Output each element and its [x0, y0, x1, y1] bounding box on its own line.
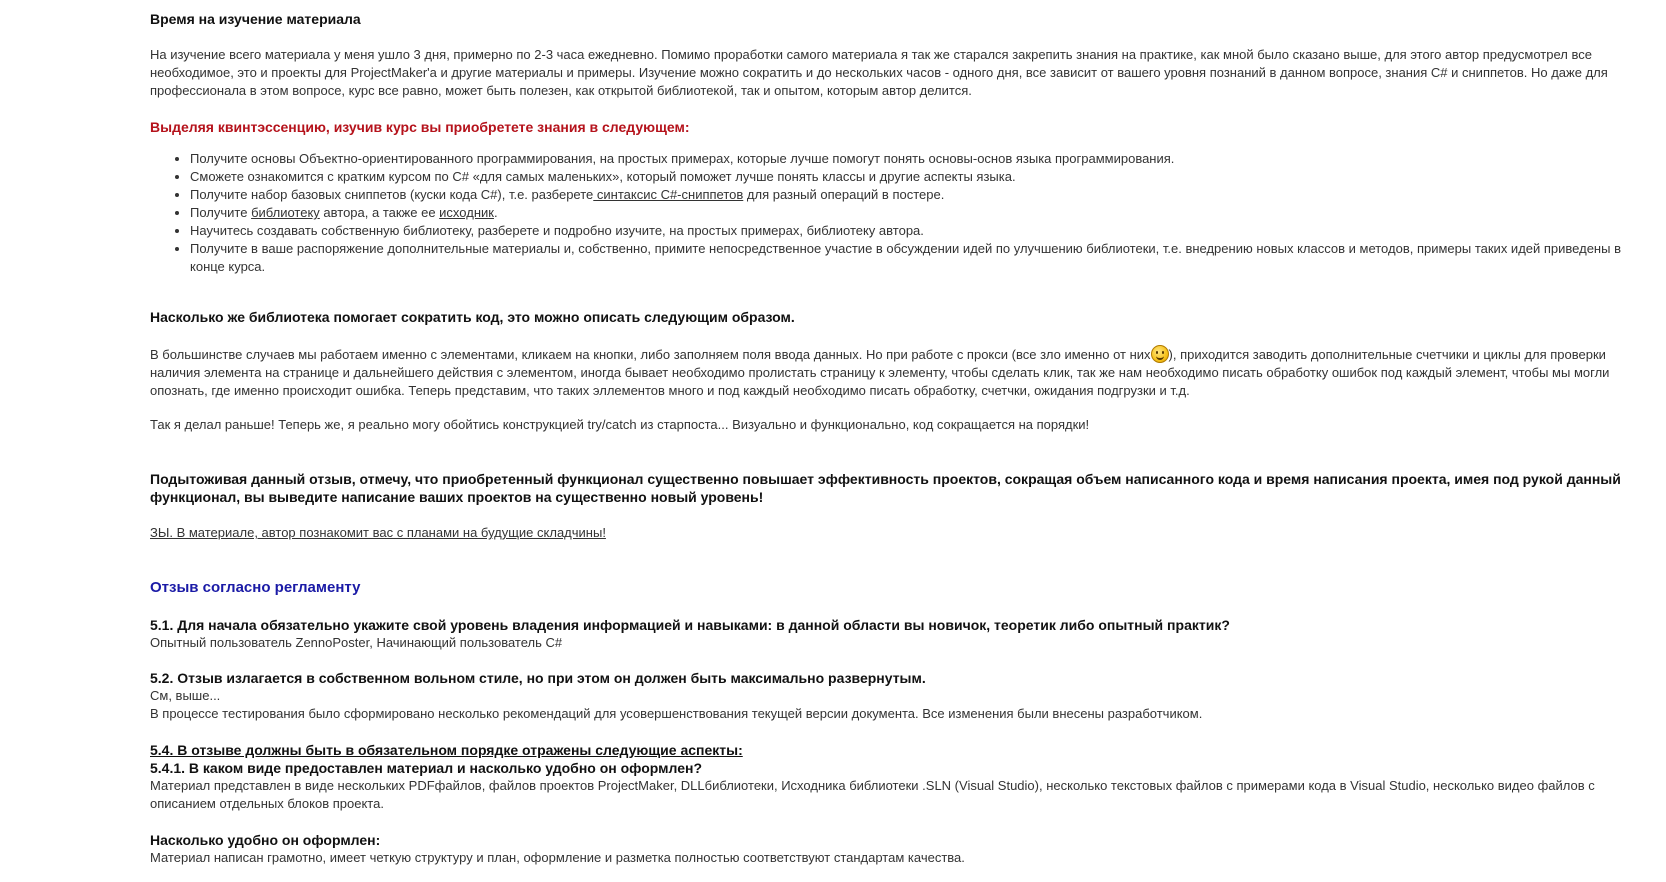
- heading-library-code: Насколько же библиотека помогает сократить код, это можно описать следующим образом.: [150, 309, 795, 325]
- answer-format: Материал написан грамотно, имеет четкую структуру и план, оформление и разметка полностью соответствуют стандартам качества.: [150, 850, 965, 865]
- smiley-icon: [1151, 345, 1169, 363]
- benefits-list: [150, 150, 1644, 276]
- question-format: Насколько удобно он оформлен:: [150, 832, 381, 848]
- paragraph-library-code: В большинстве случаев мы работаем именно с элементами, кликаем на кнопки, либо заполняем поля ввода данных. Но при работе с прокси (все зло именно от них ), приходится заводить дополнительные счетчики и циклы для проверки наличия элемента на странице и дальнейшего действия с элементом, иногда бывает необходимо пролистать страницу к элементу, чтобы сделать клик, так же нам необходимо писать обработку ошибок под каждый элемент, чтобы мы могли опознать, где именно происходит ошибка. Теперь представим, что таких эллементов много и под каждый необходимо писать обработку, счетчки, ожидания подгрузки и т.д.: [150, 347, 1610, 398]
- heading-quintessence: Выделяя квинтэссенцию, изучив курс вы приобретете знания в следующем:: [150, 119, 690, 135]
- list-item: • Получите набор базовых сниппетов (куски кода C#), т.е. разберете синтаксис C#-сниппетов для разный операций в постере.: [190, 186, 1644, 204]
- list-item: • Получите основы Объектно-ориентированного программирования, на простых примерах, которые лучше помогут понять основы-основ языка программирования.: [190, 150, 1644, 168]
- paragraph-summary: Подытоживая данный отзыв, отмечу, что приобретенный функционал существенно повышает эффективность проектов, сокращая объем написанного кода и время написания проекта, имея под рукой данный функционал, вы выведите написание ваших проектов на существенно новый уровень!: [150, 471, 1621, 505]
- list-item: • Получите в ваше распоряжение дополнительные материалы и, собственно, примите непосредственное участие в обсуждении идей по улучшению библиотеки, т.е. внедрению новых классов и методов, примеры таких идей приведены в конце курса.: [190, 240, 1644, 276]
- link-source-code[interactable]: исходник: [439, 205, 494, 220]
- paragraph-study-time: На изучение всего материала у меня ушло 3 дня, примерно по 2-3 часа ежедневно. Помимо проработки самого материала я так же старался закрепить знания на практике, как мной было сказано выше, для этого автор предусмотрел все необходимое, это и проекты для ProjectMaker'a и другие материалы и примеры. Изучение можно сократить и до нескольких часов - одного дня, все зависит от вашего уровня познаний в данном вопросе, знания C# и сниппетов. Но даже для профессионала в этом вопросе, курс все равно, может быть полезен, как открытой библиотекой, так и опытом, которым автор делится.: [150, 47, 1608, 98]
- list-item: • Получите библиотеку автора, а также ее исходник.: [190, 204, 1644, 222]
- answer-5-2-line2: В процессе тестирования было сформировано несколько рекомендаций для усовершенствования текущей версии документа. Все изменения были внесены разработчиком.: [150, 706, 1203, 721]
- heading-regulation: Отзыв согласно регламенту: [150, 579, 361, 596]
- question-5-2: 5.2. Отзыв излагается в собственном вольном стиле, но при этом он должен быть максимально развернутым.: [150, 670, 926, 686]
- answer-5-2-line1: См, выше...: [150, 688, 221, 703]
- question-5-1: 5.1. Для начала обязательно укажите свой уровень владения информацией и навыками: в данной области вы новичок, теоретик либо опытный практик?: [150, 617, 1230, 633]
- list-item: • Сможете ознакомится с кратким курсом по C# «для самых маленьких», который поможет лучше понять классы и другие аспекты языка.: [190, 168, 1644, 186]
- question-5-4: 5.4. В отзыве должны быть в обязательном порядке отражены следующие аспекты:: [150, 742, 743, 758]
- paragraph-try-catch: Так я делал раньше! Теперь же, я реально могу обойтись конструкцией try/catch из старпоста... Визуально и функционально, код сокращается на порядки!: [150, 417, 1090, 432]
- ps-note: [150, 524, 606, 542]
- answer-5-1: Опытный пользователь ZennoPoster, Начинающий пользователь C#: [150, 635, 563, 650]
- answer-5-4-1: Материал представлен в виде нескольких PDFфайлов, файлов проектов ProjectMaker, DLLбиблиотеки, Исходника библиотеки .SLN (Visual Studio), несколько текстовых файлов с примерами кода в Visual Studio, несколько видео файлов с описанием отдельных блоков проекта.: [150, 778, 1595, 811]
- question-5-4-1: 5.4.1. В каком виде предоставлен материал и насколько удобно он оформлен?: [150, 760, 703, 776]
- list-item: • Научитесь создавать собственную библиотеку, разберете и подробно изучите, на простых примерах, библиотеку автора.: [190, 222, 1644, 240]
- link-csharp-snippets-syntax[interactable]: синтаксис C#-сниппетов: [593, 187, 744, 202]
- heading-study-time: Время на изучение материала: [150, 11, 361, 27]
- link-library[interactable]: библиотеку: [251, 205, 320, 220]
- link-ps-future-skladchiny[interactable]: ЗЫ. В материале, автор познакомит вас с планами на будущие складчины!: [150, 525, 606, 540]
